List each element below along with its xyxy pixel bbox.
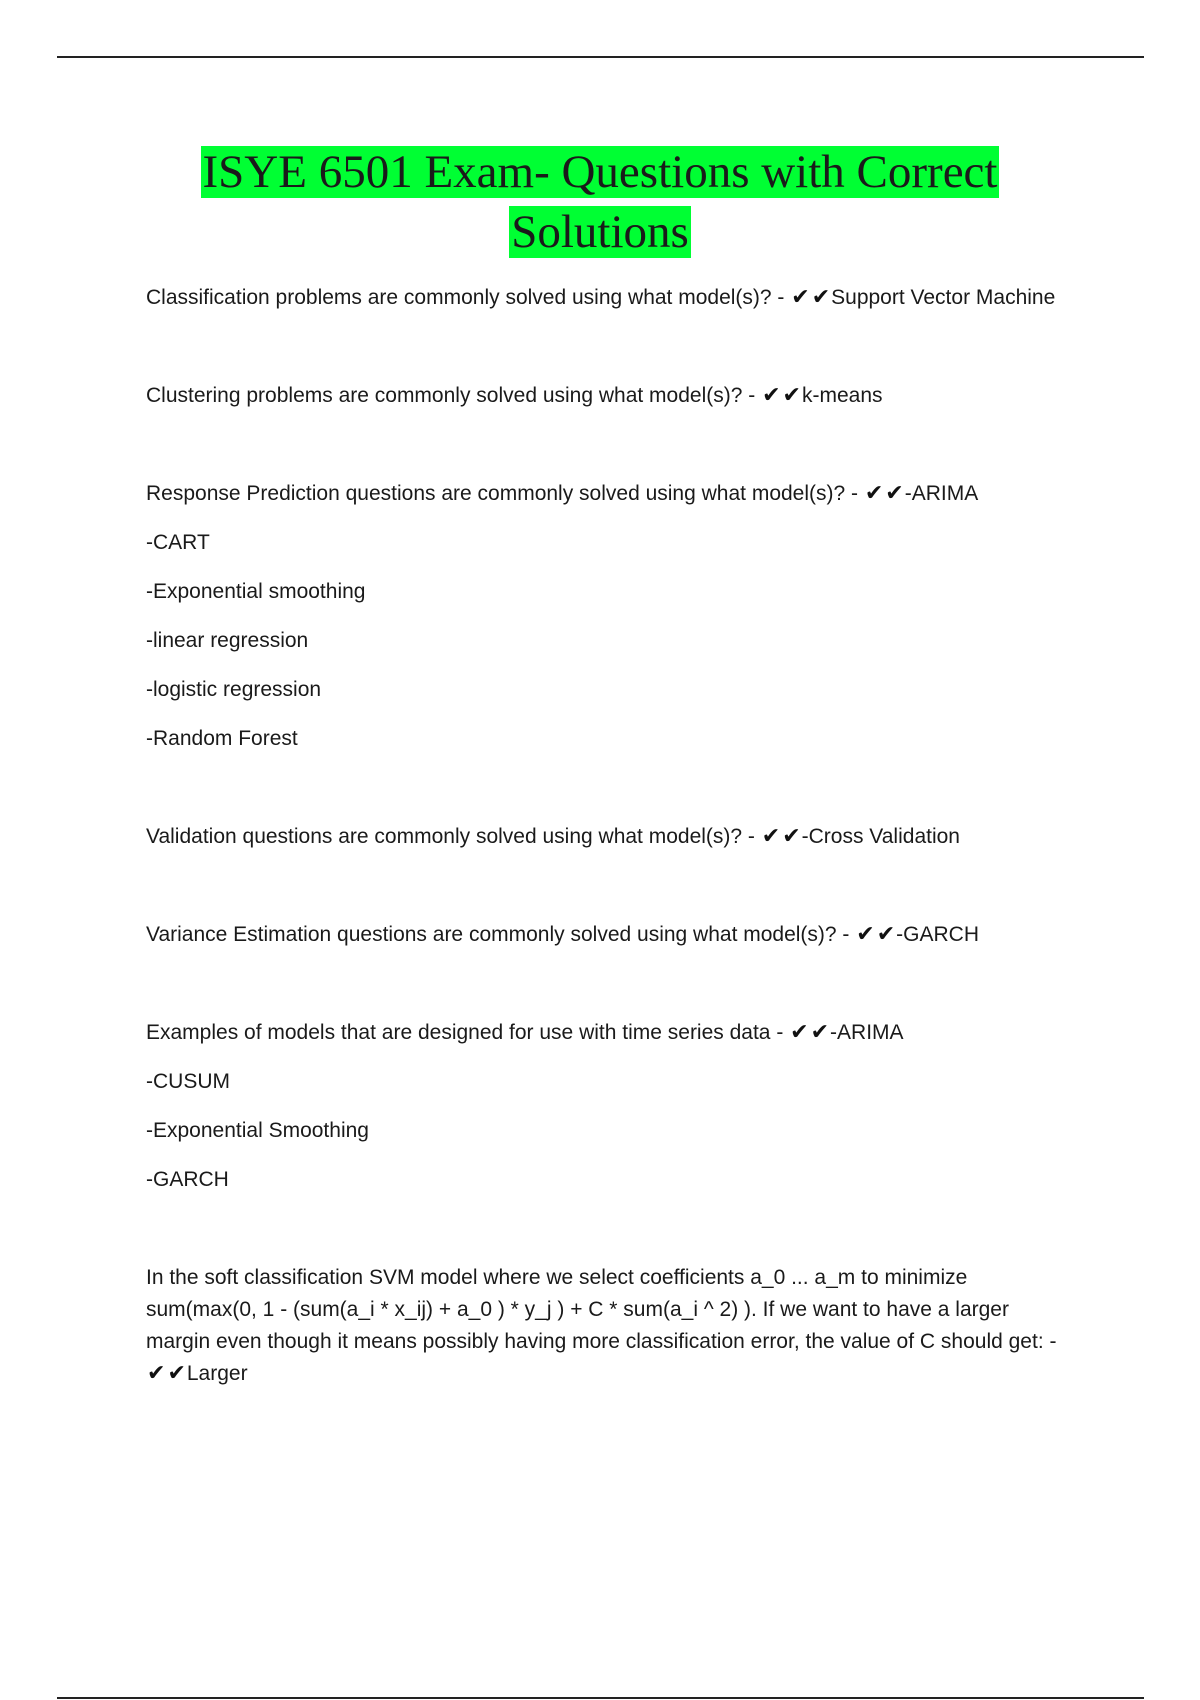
qa-item [146, 478, 1066, 510]
answer-text: -ARIMA [830, 1021, 904, 1044]
answer-list-item: -Random Forest [146, 727, 298, 750]
question-text: Clustering problems are commonly solved using what model(s)? - [146, 384, 756, 407]
answer-list-item: -Exponential Smoothing [146, 1119, 369, 1142]
answer-text: -GARCH [896, 923, 979, 946]
check-icon: ✔ [811, 285, 831, 310]
qa-item [146, 1262, 1066, 1390]
answer-list-item: -CART [146, 531, 210, 554]
check-icon: ✔ [856, 922, 875, 947]
check-icon: ✔ [167, 1361, 186, 1386]
question-text: Variance Estimation questions are commonly solved using what model(s)? - [146, 923, 850, 946]
question-text: Examples of models that are designed for use with time series data - [146, 1021, 784, 1044]
check-icon: ✔ [761, 824, 781, 849]
document-title [120, 142, 1080, 262]
qa-item [146, 282, 1066, 314]
answer-text: k-means [801, 384, 883, 407]
answer-list-item: -logistic regression [146, 678, 322, 701]
top-rule [57, 56, 1144, 58]
qa-item [146, 1017, 1066, 1049]
check-icon: ✔ [782, 824, 801, 849]
check-icon: ✔ [147, 1361, 166, 1386]
qa-item [146, 380, 1066, 412]
qa-item [146, 919, 1066, 951]
check-icon: ✔ [790, 1020, 809, 1045]
answer-text: Larger [186, 1362, 248, 1385]
answer-list-item: -GARCH [146, 1168, 229, 1191]
answer-list-item: -linear regression [146, 629, 309, 652]
check-icon: ✔ [876, 922, 896, 947]
check-icon: ✔ [791, 285, 810, 310]
qa-item [146, 821, 1066, 853]
title-line-1: ISYE 6501 Exam- Questions with Correct [202, 146, 998, 198]
question-text: Validation questions are commonly solved using what model(s)? - [146, 825, 755, 848]
answer-list-item: -Exponential smoothing [146, 580, 366, 603]
question-text: Response Prediction questions are commonly solved using what model(s)? - [146, 482, 859, 505]
check-icon: ✔ [762, 383, 781, 408]
question-text: Classification problems are commonly solved using what model(s)? - [146, 286, 785, 309]
check-icon: ✔ [864, 481, 884, 506]
qa-list [146, 282, 1066, 1390]
bottom-rule [57, 1697, 1144, 1699]
answer-list-item: -CUSUM [146, 1070, 230, 1093]
answer-text: -Cross Validation [801, 825, 960, 848]
answer-text: -ARIMA [904, 482, 979, 505]
question-text: In the soft classification SVM model where we select coefficients a_0 ... a_m to minimize sum(max(0, 1 - (sum(a_i * x_ij) + a_0 ) * y_j ) + C * sum(a_i ^ 2) ). If we want to have a larger margin even though it means possibly having more classification error, the value of C should get: - [146, 1266, 1057, 1353]
answer-text: Support Vector Machine [831, 286, 1056, 309]
check-icon: ✔ [810, 1020, 830, 1045]
title-line-2: Solutions [511, 206, 689, 258]
check-icon: ✔ [782, 383, 801, 408]
check-icon: ✔ [885, 481, 904, 506]
